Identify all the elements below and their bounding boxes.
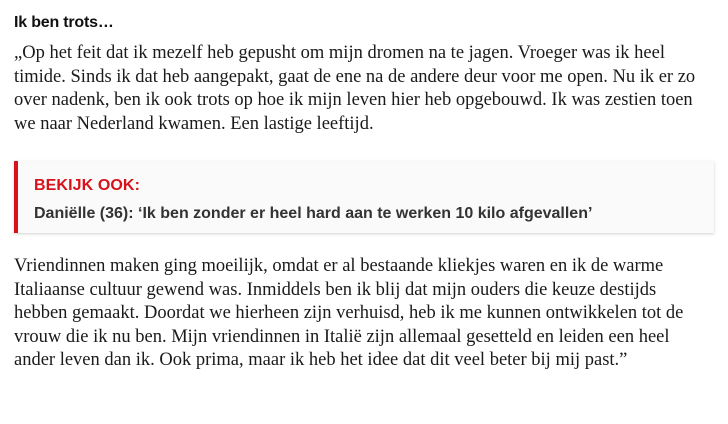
article-paragraph: Vriendinnen maken ging moeilijk, omdat er al bestaande kliekjes waren en ik de warme Italiaanse cultuur gewend was. Inmiddels ben ik blij dat mijn ouders die keuze destijds hebben gemaakt. Doordat we hierheen zijn verhuisd, heb ik me kunnen ontwikkelen tot de vrouw die ik nu ben. Mijn vriendinnen in Italië zijn allemaal gesetteld en leiden een heel ander leven dan ik. Ook prima, maar ik heb het idee dat dit veel beter bij mij past.” <box>14 256 684 371</box>
article-paragraph: „Op het feit dat ik mezelf heb gepusht om mijn dromen na te jagen. Vroeger was ik heel timide. Sinds ik dat heb aangepakt, gaat de ene na de andere deur voor me open. Nu ik er zo over nadenk, ben ik ook trots op hoe ik mijn leven hier heb opgebouwd. Ik was zestien toen we naar Nederland kwamen. Een lastige leeftijd. <box>14 43 696 134</box>
read-more-box[interactable] <box>14 161 714 233</box>
section-subheading: Ik ben trots… <box>14 14 114 31</box>
read-more-label: BEKIJK OOK: <box>34 177 140 194</box>
read-more-link[interactable]: Daniëlle (36): ‘Ik ben zonder er heel hard aan te werken 10 kilo afgevallen’ <box>34 205 593 222</box>
